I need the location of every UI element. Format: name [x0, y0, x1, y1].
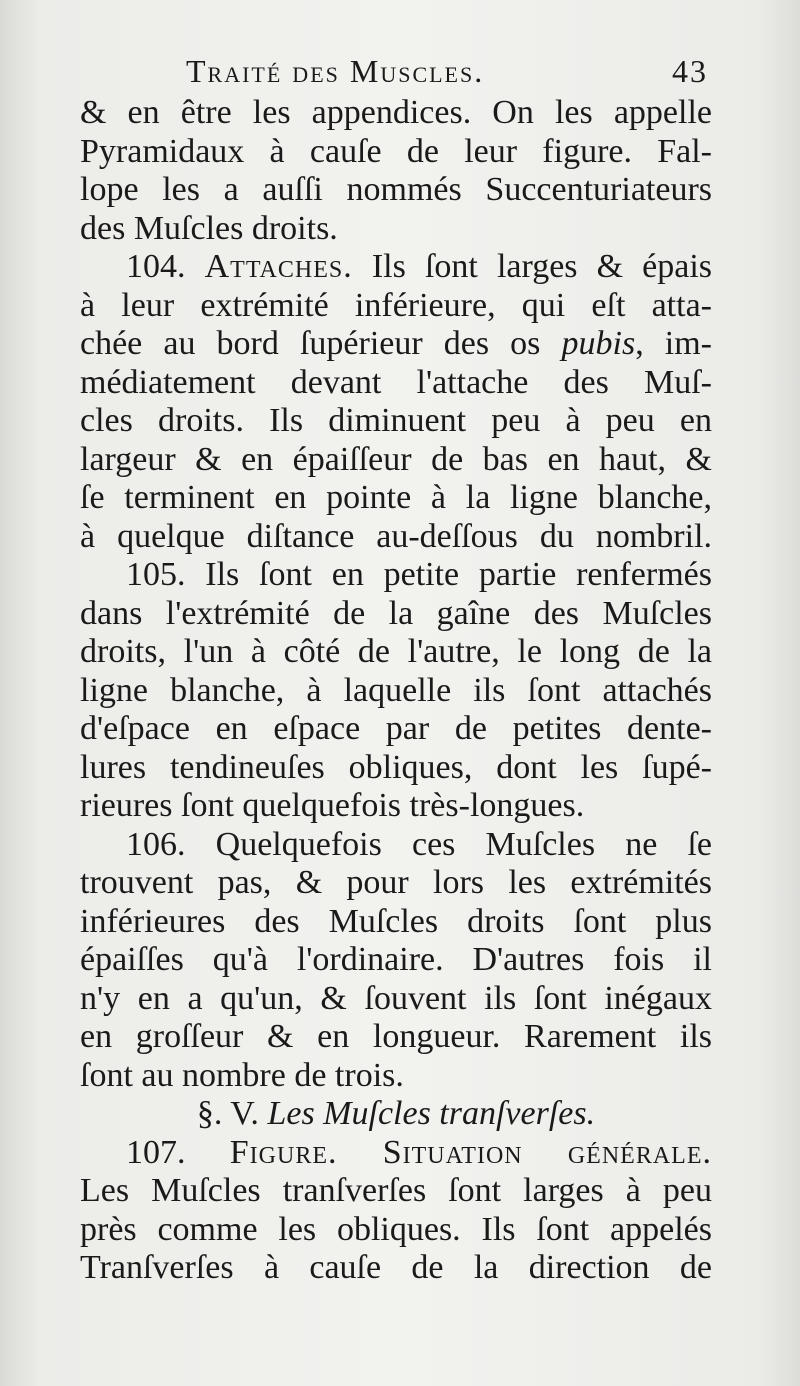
text-line: à quelque diſtance au-deſſous du nombril.	[80, 517, 712, 555]
text-line: cles droits. Ils diminuent peu à peu en	[80, 402, 712, 439]
text-line: rieures ſont quelquefois très-longues.	[80, 787, 585, 824]
text-line: largeur & en épaiſſeur de bas en haut, &	[80, 440, 712, 478]
paragraph-104-start	[80, 248, 712, 287]
text-line: n'y en a qu'un, & ſouvent ils ſont inégaux	[80, 979, 712, 1017]
text-line: 105. Ils ſont en petite partie renfermés	[126, 556, 712, 593]
text-block	[80, 52, 712, 1288]
text-line: Tranſverſes à cauſe de la direction de	[80, 1249, 712, 1286]
text-line: ſe terminent en pointe à la ligne blanche,	[80, 479, 712, 516]
text-line: ſont au nombre de trois.	[80, 1056, 404, 1094]
text-line: épaiſſes qu'à l'ordinaire. D'autres fois il	[80, 941, 712, 978]
text-line: des Muſcles droits.	[80, 209, 338, 247]
section-number: §. V.	[196, 1095, 259, 1132]
text-line: droits, l'un à côté de l'autre, le long de la	[80, 633, 712, 670]
paragraph-number: 107.	[126, 1133, 186, 1171]
paragraph-107-start	[80, 1134, 712, 1173]
running-head	[80, 52, 712, 90]
text-line: dans l'extrémité de la gaîne des Muſcles	[80, 594, 712, 632]
text-line: trouvent pas, & pour lors les extrémités	[80, 864, 712, 901]
text-line: Pyramidaux à cauſe de leur figure. Fal-	[80, 132, 712, 170]
italic-term: pubis	[561, 325, 636, 362]
text-line: lope les a auſſi nommés Succenturiateurs	[80, 171, 712, 208]
text-run: chée au bord ſupérieur des os	[80, 325, 541, 362]
running-title: Traité des Muscles.	[186, 53, 485, 89]
page-number: 43	[672, 53, 708, 89]
section-title: Les Muſcles tranſverſes.	[267, 1095, 596, 1132]
text-line: inférieures des Muſcles droits ſont plus	[80, 902, 712, 940]
text-line: ligne blanche, à laquelle ils ſont attachés	[80, 671, 712, 709]
paragraph-heading: Attaches.	[204, 248, 353, 285]
text-run: , im-	[635, 325, 712, 362]
text-line: près comme les obliques. Ils ſont appelés	[80, 1210, 712, 1248]
text-line: médiatement devant l'attache des Muſ-	[80, 363, 712, 401]
paragraph-number: 104.	[126, 248, 186, 285]
text-line: en groſſeur & en longueur. Rarement ils	[80, 1018, 712, 1055]
text-line: & en être les appendices. On les appelle	[80, 94, 712, 131]
text-line	[80, 325, 712, 364]
section-heading	[80, 1095, 712, 1134]
text-line: lures tendineuſes obliques, dont les ſupé-	[80, 748, 712, 786]
text-line: d'eſpace en eſpace par de petites dente-	[80, 710, 712, 747]
text-run: Ils ſont larges & épais	[371, 248, 712, 285]
text-line: 106. Quelquefois ces Muſcles ne ſe	[126, 825, 712, 863]
paragraph-heading: Figure. Situation générale.	[229, 1133, 712, 1171]
text-line: Les Muſcles tranſverſes ſont larges à peu	[80, 1172, 712, 1209]
text-line: à leur extrémité inférieure, qui eſt atta-	[80, 286, 712, 324]
